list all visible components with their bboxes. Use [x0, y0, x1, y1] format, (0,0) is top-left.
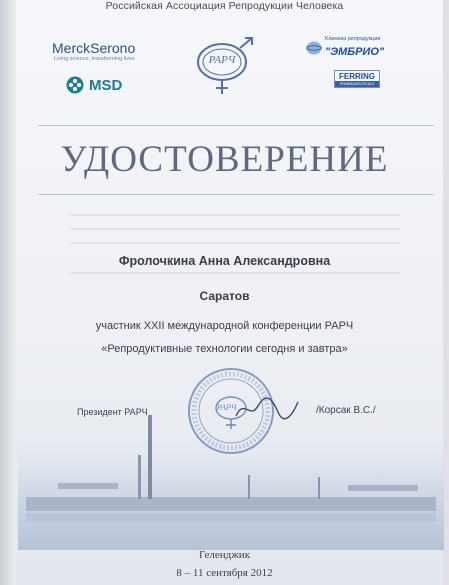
msd-name: MSD	[89, 76, 123, 94]
recipient-city: Саратов	[199, 289, 250, 303]
embrio-name: "ЭМБРИО"	[325, 46, 385, 58]
conference-title: «Репродуктивные технологии сегодня и завтра»	[101, 343, 348, 355]
document-title: УДОСТОВЕРЕНИЕ	[60, 139, 389, 180]
embrio-small-text: Клиника репродукции	[325, 36, 381, 42]
msd-logo	[66, 76, 122, 94]
footer-place: Геленджик	[198, 549, 251, 561]
title-divider	[38, 194, 434, 195]
organization-name: Российская Ассоциация Репродукции Человека	[105, 0, 344, 12]
background-print-line	[70, 214, 400, 216]
merck-serono-tagline: Living science, transforming lives	[54, 56, 135, 62]
ferring-logo	[334, 70, 380, 88]
signed-name: /Корсак В.С./	[316, 405, 376, 416]
rarch-logo	[192, 36, 256, 103]
rarch-logo-text: РАРЧ	[208, 54, 236, 66]
background-print-line	[70, 228, 400, 230]
ferring-name: FERRING	[339, 72, 375, 81]
background-print-line	[70, 272, 400, 274]
background-print-line	[70, 242, 400, 244]
ferring-subtitle: PHARMACEUTICALS	[335, 81, 379, 87]
top-divider	[38, 125, 434, 126]
president-signature	[232, 394, 302, 424]
msd-emblem-icon	[66, 76, 84, 94]
seal-center-text: РАРЧ	[217, 403, 237, 412]
rarch-emblem-icon	[192, 36, 256, 98]
recipient-name: Фролочкина Анна Александровна	[118, 254, 331, 268]
president-label: Президент РАРЧ	[77, 407, 148, 417]
embrio-logo	[306, 36, 384, 60]
merck-serono-name: MerckSerono	[52, 40, 136, 56]
merck-serono-logo	[52, 40, 135, 62]
embrio-text	[325, 36, 384, 60]
participant-line: участник XXII международной конференции РАРЧ	[95, 320, 354, 332]
embrio-globe-icon	[306, 41, 322, 55]
footer-dates: 8 – 11 сентября 2012	[176, 567, 273, 579]
